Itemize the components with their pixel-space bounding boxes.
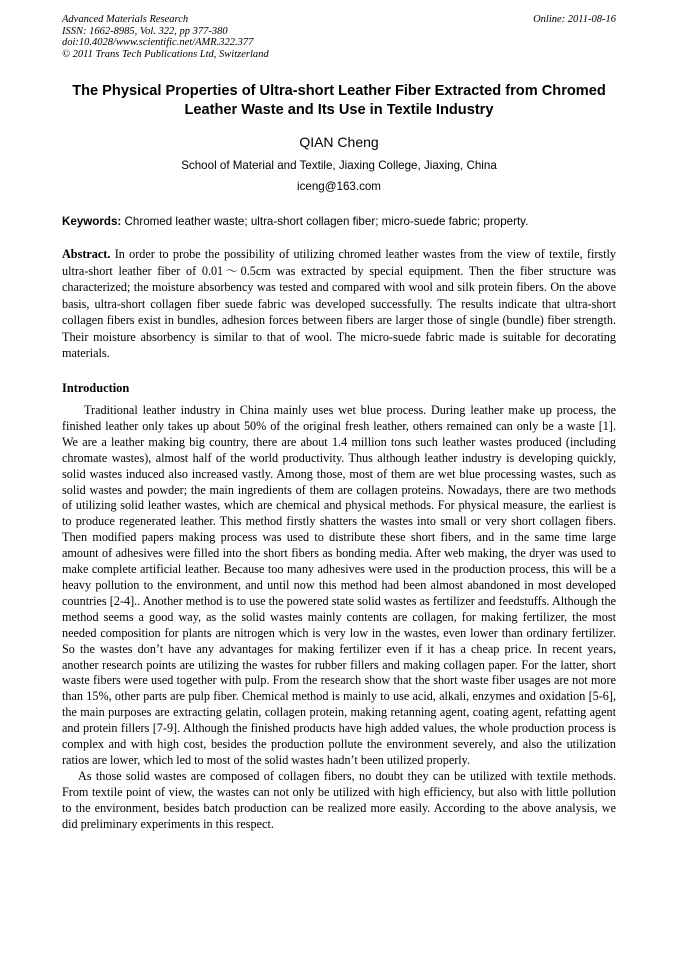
journal-name: Advanced Materials Research bbox=[62, 14, 189, 25]
keywords-text: Chromed leather waste; ultra-short collagen fiber; micro-suede fabric; property. bbox=[124, 215, 529, 228]
paper-title: The Physical Properties of Ultra-short Leather Fiber Extracted from Chromed Leather Waste and Its Use in Textile Industry bbox=[72, 83, 606, 118]
author-email: iceng@163.com bbox=[297, 180, 381, 193]
abstract-text: In order to probe the possibility of utilizing chromed leather wastes from the view of textile, firstly ultra-short leather fiber of 0.01～0.5cm was extracted by special equipment. Then the fiber structure was characterized; the moisture absorbency was tested and compared with wool and silk protein fibers. On the above basis, ultra-short collagen fiber suede fabric was developed successfully. The results indicate that ultra-short collagen fibers exist in bundles, adhesion forces between fibers are larger those of single (bundle) fiber strength. Their moisture absorbency is similar to that of wool. The micro-suede fabric made is suitable for decorating materials. bbox=[62, 247, 616, 360]
author-affiliation: School of Material and Textile, Jiaxing College, Jiaxing, China bbox=[181, 159, 497, 172]
intro-paragraph-2: As those solid wastes are composed of collagen fibers, no doubt they can be utilized with textile methods. From textile point of view, the wastes can not only be utilized with high efficiency, but also with little pollution to the environment, besides batch production can be realized more easily. According to the above analysis, we did preliminary experiments in this respect. bbox=[62, 768, 616, 831]
online-date: Online: 2011-08-16 bbox=[533, 14, 616, 25]
keywords-label: Keywords: bbox=[62, 215, 122, 228]
author-name: QIAN Cheng bbox=[299, 134, 379, 150]
abstract bbox=[62, 246, 616, 362]
section-heading-introduction: Introduction bbox=[62, 381, 130, 395]
copyright-line: © 2011 Trans Tech Publications Ltd, Switzerland bbox=[62, 48, 269, 60]
journal-header bbox=[62, 14, 269, 60]
doi-line: doi:10.4028/www.scientific.net/AMR.322.377 bbox=[62, 37, 254, 49]
keywords bbox=[62, 214, 616, 229]
issn-line: ISSN: 1662-8985, Vol. 322, pp 377-380 bbox=[62, 25, 228, 37]
abstract-label: Abstract. bbox=[62, 247, 111, 261]
introduction-body bbox=[62, 403, 616, 832]
intro-paragraph-1: Traditional leather industry in China mainly uses wet blue process. During leather make up process, the finished leather only takes up about 50% of the original fresh leather, others remained can only be a waste [1]. We are a leather making big country, there are about 1.4 million tons such leather wastes produced (including chromate wastes), almost half of the world productivity. Thus although leather industry is developing quickly, solid wastes induced also increased vastly. Among those, most of them are wet blue processing wastes, such as solid wastes and powder; the main ingredients of them are collagen proteins. Nowadays, there are two methods of utilizing solid leather wastes, which are chemical and physical methods. For physical measure, the earliest is to produce regenerated leather. This method firstly shatters the wastes into small or very short collagen fibers. Then modified papers making process was used to distribute these short fibers, and in the same time large amount of adhesives were filled into the short fibers as bonding media. After web making, the dryer was used to make complete artificial leather. Because too many adhesives were used in the production process, this will be a heavy pollution to the environment, and until now this method had been almost abandoned in most developed countries [2-4].. Another method is to use the powered state solid wastes as fertilizer and feedstuffs. Although the method seems a good way, as the solid wastes mainly contents are collagen, for making fertilizer, the most needed composition for plants are nitrogen which is very low in the wastes, even lower than ordinary fertilizer. So the wastes don’t have any advantages for making fertilizer even if it has a cheap price. In recent years, another research points are utilizing the wastes for rubber fillers and making collagen paper. For the latter, short waste fibers were used together with pulp. From the research show that the short waste fiber usages are not more than 15%, other parts are pulp fiber. Chemical method is mainly to use acid, alkali, enzymes and oxidation [5-6], the main purposes are extracting gelatin, collagen protein, making retanning agent, coating agent, refatting agent and protein fillers [7-9]. Although the finished products have high added values, the whole production process is complex and with high cost, besides the production pollute the environment severely, and also the utilization ratios are lower, which led to most of the solid wastes hadn’t been utilized properly. bbox=[62, 403, 616, 767]
